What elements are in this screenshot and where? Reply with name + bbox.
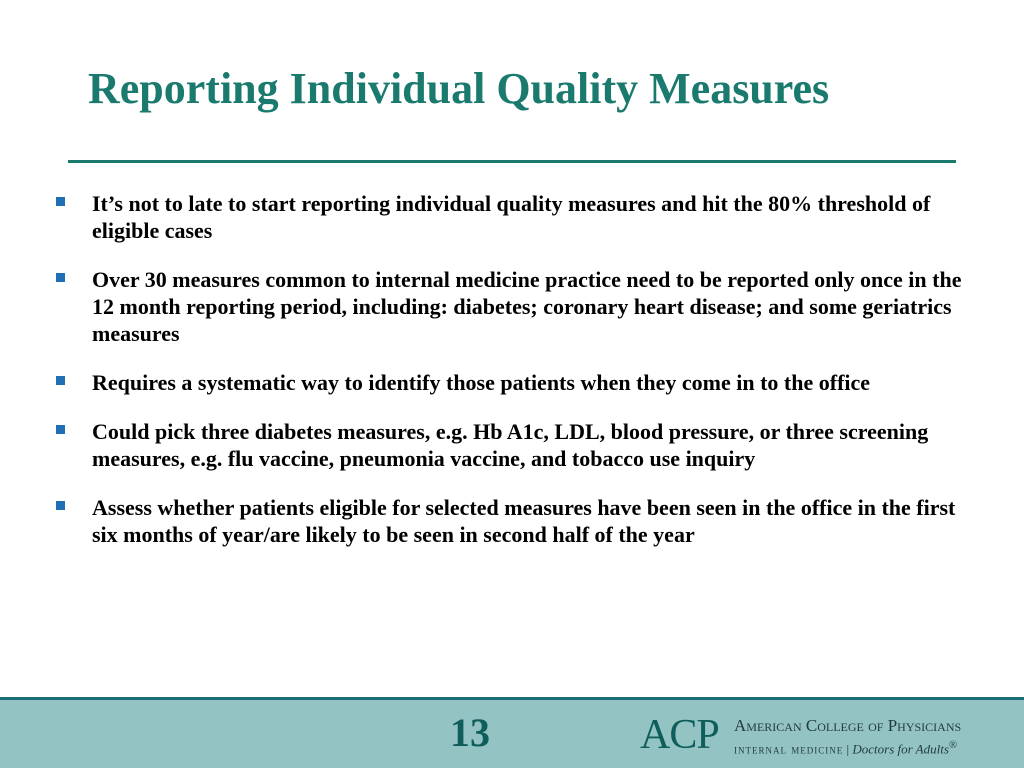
page-number: 13 bbox=[450, 710, 490, 755]
bullet-text: It’s not to late to start reporting individual quality measures and hit the 80% threshold of eligible cases bbox=[92, 191, 931, 243]
title-underline bbox=[68, 160, 956, 163]
registered-mark: ® bbox=[948, 739, 958, 751]
footer-bar bbox=[0, 697, 1024, 768]
square-bullet-icon bbox=[56, 376, 65, 385]
bullet-item bbox=[56, 266, 971, 347]
bullet-text: Over 30 measures common to internal medicine practice need to be reported only once in the 12 month reporting period, including: diabetes; coronary heart disease; and some geriatrics measures bbox=[92, 267, 962, 346]
logo-tagline-left: internal medicine bbox=[734, 741, 844, 757]
bullet-list bbox=[56, 190, 971, 570]
logo-tagline bbox=[734, 736, 957, 758]
logo-mark: ACP bbox=[640, 712, 719, 758]
acp-logo bbox=[640, 710, 990, 760]
bullet-item bbox=[56, 190, 971, 244]
square-bullet-icon bbox=[56, 273, 65, 282]
bullet-text: Assess whether patients eligible for selected measures have been seen in the office in the first six months of year/are likely to be seen in second half of the year bbox=[92, 495, 956, 547]
logo-separator: | bbox=[846, 741, 850, 757]
logo-tagline-right: Doctors for Adults bbox=[852, 741, 949, 757]
slide-title: Reporting Individual Quality Measures bbox=[88, 64, 830, 113]
bullet-item bbox=[56, 494, 971, 548]
logo-org-name: American College of Physicians bbox=[734, 716, 962, 735]
square-bullet-icon bbox=[56, 197, 65, 206]
bullet-item bbox=[56, 369, 971, 396]
bullet-item bbox=[56, 418, 971, 472]
square-bullet-icon bbox=[56, 425, 65, 434]
bullet-text: Could pick three diabetes measures, e.g. Hb A1c, LDL, blood pressure, or three screening measures, e.g. flu vaccine, pneumonia vaccine, and tobacco use inquiry bbox=[92, 419, 929, 471]
bullet-text: Requires a systematic way to identify those patients when they come in to the office bbox=[92, 370, 871, 395]
square-bullet-icon bbox=[56, 501, 65, 510]
